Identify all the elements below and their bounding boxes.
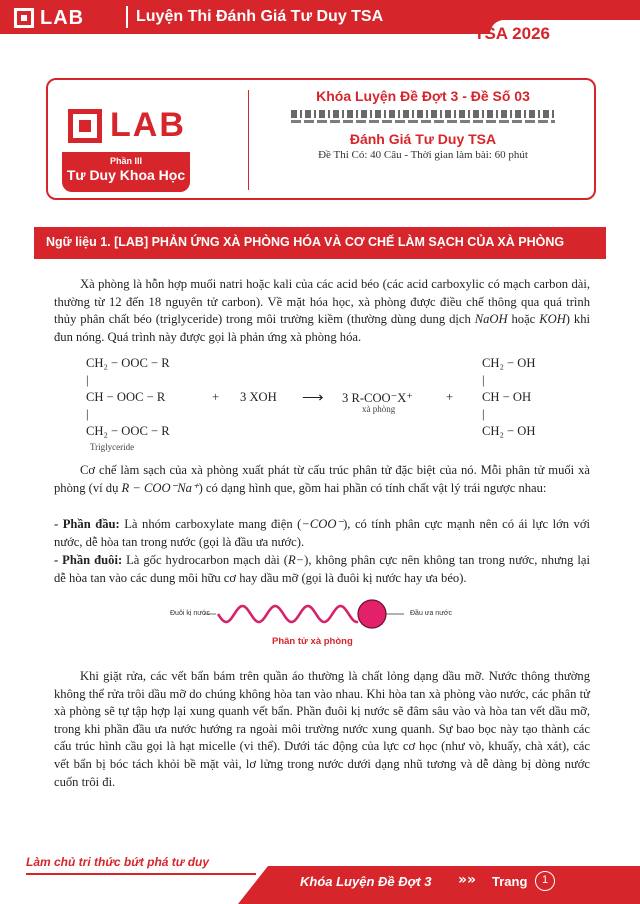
formula-soap: R − COO⁻Na⁺ bbox=[121, 480, 199, 495]
soap-product: 3 R-COO⁻X⁺ bbox=[342, 391, 414, 405]
footer-course: Khóa Luyện Đề Đợt 3 bbox=[300, 874, 432, 889]
triglyceride-row-2: CH − OOC − R bbox=[86, 390, 166, 404]
tail-label: - Phần đuôi: bbox=[54, 553, 123, 567]
hydrocarbon-tail bbox=[218, 606, 358, 622]
triglyceride-row-1: CH₂ − OOC − R bbox=[86, 356, 170, 370]
glycerol-row-3: CH₂ − OH bbox=[482, 424, 536, 438]
soap-molecule-figure bbox=[176, 594, 416, 634]
exam-details: Đề Thi Có: 40 Câu - Thời gian làm bài: 60 phút bbox=[318, 149, 528, 161]
glycerol-row-2: CH − OH bbox=[482, 390, 532, 404]
formula-carboxylate: −COO⁻ bbox=[301, 517, 344, 531]
tail-figure-label: Đuôi kị nước bbox=[170, 610, 211, 617]
text: ), không phân cực nên không tan trong nước, nhưng lại dễ hòa tan vào các dung môi hữu cơ hay dầu mỡ (gọi là đuôi kị nước hay ưa béo). bbox=[54, 553, 590, 585]
part-label: Phần III bbox=[109, 156, 142, 166]
footer-underline bbox=[26, 873, 256, 875]
bond-bar: | bbox=[482, 407, 485, 421]
part-name: Tư Duy Khoa Học bbox=[66, 167, 186, 183]
figure-caption: Phân tử xà phòng bbox=[272, 636, 353, 647]
bond-bar: | bbox=[482, 373, 485, 387]
intro-paragraph bbox=[54, 276, 590, 346]
page-title: Luyện Thi Đánh Giá Tư Duy TSA bbox=[136, 8, 384, 25]
formula-hydrocarbon: R− bbox=[287, 553, 305, 567]
tail-description bbox=[54, 552, 590, 587]
bond-bar: | bbox=[86, 373, 89, 387]
head-label: - Phần đầu: bbox=[54, 517, 120, 531]
triglyceride-row-3: CH₂ − OOC − R bbox=[86, 424, 170, 438]
mechanism-paragraph bbox=[54, 462, 590, 497]
head-figure-label: Đầu ưa nước bbox=[410, 610, 452, 617]
bond-bar: | bbox=[86, 407, 89, 421]
soap-label: xà phòng bbox=[362, 404, 396, 414]
footer-slogan: Làm chủ tri thức bứt phá tư duy bbox=[26, 855, 210, 869]
exam-title: Đánh Giá Tư Duy TSA bbox=[349, 131, 497, 147]
text: ), có tính phân cực mạnh nên có ái lực lớn với nước, dễ hòa tan trong nước (gọi là đầu ưa nước). bbox=[54, 517, 591, 549]
text: ) khi đun nóng. Quá trình này được gọi là phản ứng xà phòng hóa. bbox=[54, 312, 591, 344]
exam-header-card bbox=[46, 78, 596, 200]
lab-logo-icon bbox=[68, 109, 102, 143]
page-number: 1 bbox=[535, 871, 555, 891]
year-badge: TSA 2026 bbox=[474, 24, 550, 43]
section-title: Ngữ liệu 1. [LAB] PHẢN ỨNG XÀ PHÒNG HÓA VÀ CƠ CHẾ LÀM SẠCH CỦA XÀ PHÒNG bbox=[46, 235, 565, 249]
lab-logo-icon bbox=[14, 8, 34, 28]
top-banner bbox=[0, 0, 640, 44]
top-logo bbox=[14, 7, 84, 29]
course-title: Khóa Luyện Đề Đợt 3 - Đề Số 03 bbox=[316, 88, 530, 104]
top-logo-text: LAB bbox=[40, 6, 85, 29]
plus-sign: + bbox=[446, 390, 454, 404]
part-badge bbox=[62, 152, 190, 192]
base-reagent: 3 XOH bbox=[240, 390, 277, 404]
plus-sign: + bbox=[212, 390, 220, 404]
text: ) có dạng hình que, gồm hai phần có tính chất vật lý trái ngược nhau: bbox=[198, 480, 547, 495]
reaction-arrow: ⟶ bbox=[302, 390, 324, 406]
decorative-line bbox=[291, 120, 555, 123]
text: Xà phòng là hỗn hợp muối natri hoặc kali của các acid béo (các acid carboxylic có mạch carbon dài, thường từ 12 đến 18 nguyên tử carbon). Về mặt hóa học, xà phòng được điều chế thông qua quá trình thủy phân chất béo (triglyceride) trong môi trường kiềm (thường dùng dung dịch bbox=[54, 277, 590, 327]
text: Cơ chế làm sạch của xà phòng xuất phát từ cấu trúc phân tử đặc biệt của nó. Mỗi phân tử muối xà phòng (ví dụ bbox=[54, 463, 590, 495]
page-label: Trang bbox=[492, 874, 528, 889]
triglyceride-label: Triglyceride bbox=[90, 442, 135, 452]
head-description bbox=[54, 516, 590, 551]
formula-naoh: NaOH bbox=[474, 312, 508, 327]
chevron-right-icon: »» bbox=[458, 872, 477, 888]
text: Là gốc hydrocarbon mạch dài ( bbox=[122, 553, 288, 567]
decorative-line bbox=[291, 110, 555, 118]
formula-koh: KOH bbox=[539, 312, 566, 327]
text: hoặc bbox=[507, 312, 540, 327]
top-separator bbox=[126, 6, 128, 28]
section-title-bar bbox=[34, 227, 606, 259]
glycerol-row-1: CH₂ − OH bbox=[482, 356, 536, 370]
cleaning-paragraph: Khi giặt rửa, các vết bẩn bám trên quần áo thường là chất lỏng dạng dầu mỡ. Nước thông thường không thể rửa trôi dầu mỡ do chúng không hòa tan vào nhau. Khi hòa tan xà phòng vào nước, các phân tử xà phòng sẽ tự tập hợp lại xung quanh vết bẩn. Phần đuôi kị nước sẽ đâm sâu vào và hòa tan vết dầu mỡ, trong khi phần đầu ưa nước hướng ra ngoài môi trường nước xung quanh. Sự bao bọc này tạo thành các cấu trúc hình cầu gọi là hạt micelle (vi thể). Dưới tác động của lực cơ học (như vò, khuấy, chà xát), các vết bẩn bị bóc tách khỏi bề mặt vải, lơ lửng trong nước dưới dạng nhũ tương và dễ dàng bị dòng nước cuốn trôi đi. bbox=[54, 669, 590, 789]
card-logo-text: LAB bbox=[110, 106, 186, 144]
carboxylate-head bbox=[358, 600, 386, 628]
exam-info-block bbox=[248, 86, 598, 161]
card-logo bbox=[68, 106, 186, 145]
text: Là nhóm carboxylate mang điện ( bbox=[119, 517, 302, 531]
